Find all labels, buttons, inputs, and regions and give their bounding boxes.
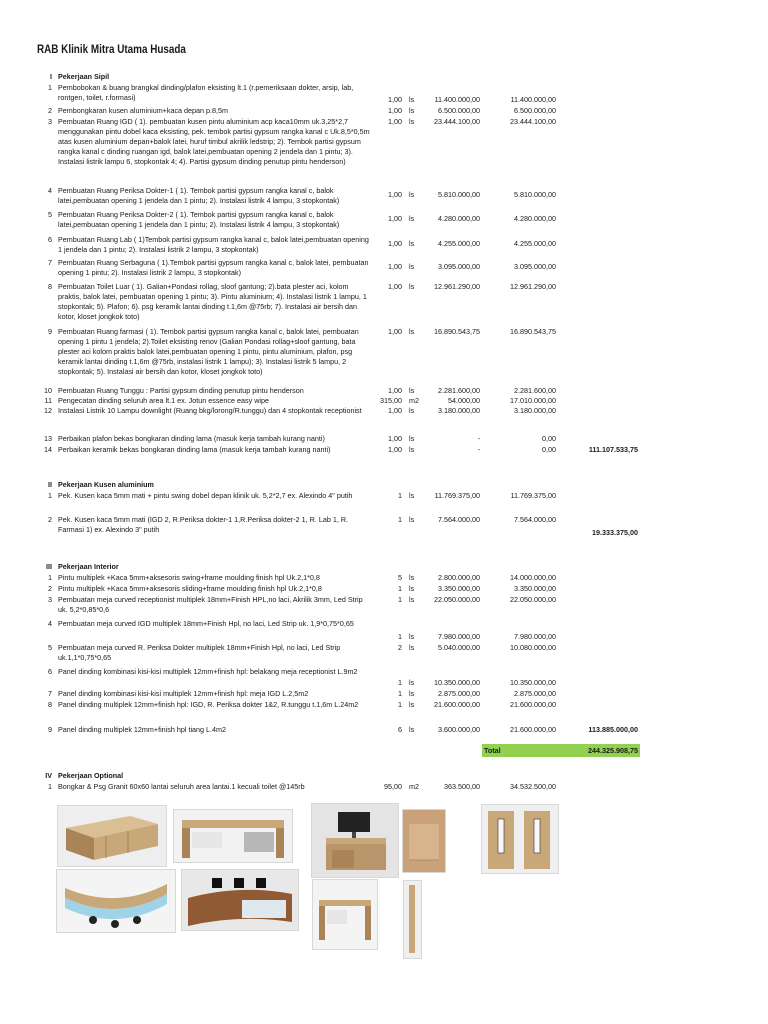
row-description: Pintu multiplek +Kaca 5mm+aksesoris sliding+frame moulding finish hpl Uk.2,1*0,8 — [58, 584, 322, 593]
row-number: 1 — [48, 782, 52, 791]
row-number: 10 — [44, 386, 52, 395]
row-unit: ls — [409, 725, 415, 734]
row-price: 2.875.000,00 — [438, 689, 480, 698]
row-price: 4.255.000,00 — [438, 239, 480, 248]
row-number: 13 — [44, 434, 52, 443]
row-qty: 1,00 — [388, 406, 402, 415]
row-total: 5.810.000,00 — [514, 190, 556, 199]
render-doors — [481, 804, 559, 874]
row-qty: 1,00 — [388, 445, 402, 454]
row-description: Pembuatan Ruang IGD ( 1). pembuatan kusen pintu aluminium acp kaca10mm uk.3,25*2,7 menggunakan pintu dobel kaca eksisting, pek. tembok partisi gypsum rangka kanal c Uk.8,5*0,5m atas kusen aluminium depan+balok latei, huruf timbul akrilik ledstrip; 2). Tembok partisi gypsum rangka kanal c dinding ruangan igd, balok latei,pembuatan opening 2 jendela dan 1 pintu; 3). Instalasi listrik lampu 6, stopkontak 4; 4). Partisi gypsum dinding penutup pintu henderson) — [58, 117, 370, 166]
row-total: 3.180.000,00 — [514, 406, 556, 415]
section-label: Pekerjaan Kusen aluminium — [58, 480, 154, 489]
section-label: Pekerjaan Optional — [58, 771, 124, 780]
row-description: Pek. Kusen kaca 5mm mati (IGD 2, R.Periksa dokter-1 1,R.Periksa dokter-2 1, R. Lab 1, R. Farmasi 1) ex. Alexindo 3" putih — [58, 515, 349, 534]
row-description: Pembuatan Ruang Periksa Dokter-1 ( 1). Tembok partisi gypsum rangka kanal c, balok latei,pembuatan opening 1 jendela dan 1 pintu; 2). Instalasi listrik 4 lampu, 3 stopkontak) — [58, 186, 340, 205]
render-small-desk — [312, 879, 378, 950]
row-unit: ls — [409, 406, 415, 415]
row-unit: ls — [409, 678, 415, 687]
row-unit: ls — [409, 584, 415, 593]
row-price: 12.961.290,00 — [434, 282, 480, 291]
row-unit: ls — [409, 689, 415, 698]
section-number: II — [48, 480, 52, 489]
row-description: Pembobokan & buang brangkal dinding/plafon eksisting lt.1 (r.pemeriksaan dokter, arsip, lab, rontgen, toilet, r.formasi) — [58, 83, 354, 102]
row-qty: 1,00 — [388, 106, 402, 115]
section-number: III — [46, 562, 52, 571]
row-unit: ls — [409, 386, 415, 395]
row-number: 14 — [44, 445, 52, 454]
row-total: 3.095.000,00 — [514, 262, 556, 271]
row-unit: ls — [409, 327, 415, 336]
row-qty: 2 — [398, 643, 402, 652]
row-qty: 1,00 — [388, 434, 402, 443]
row-total: 21.600.000,00 — [510, 725, 556, 734]
row-number: 7 — [48, 689, 52, 698]
row-total: 21.600.000,00 — [510, 700, 556, 709]
row-qty: 5 — [398, 573, 402, 582]
row-unit: ls — [409, 515, 415, 524]
row-description: Pembuatan Ruang farmasi ( 1). Tembok partisi gypsum rangka kanal c, balok latei, pembuatan opening 1 pintu 1 jendela; 2).Toilet eksisting renov (Galian Pondasi rollag+sloof gantung, bata plester aci kolom praktis balok latei,pembuatan opening 1 pintu, pintu aluminium, plafon, psg keramik lantai dinding t.1,6m @75rb, instalasi listrik 1 lampu); 3). Instalasi listrik 5 lampu, 2 stopkontak; 5). Instalasi air bersih dan kotor, kloset jongkok toto) — [58, 327, 359, 376]
row-number: 4 — [48, 619, 52, 628]
row-qty: 1 — [398, 491, 402, 500]
row-total: 6.500.000,00 — [514, 106, 556, 115]
row-qty: 1 — [398, 515, 402, 524]
row-total: 0,00 — [542, 445, 556, 454]
row-price: 363.500,00 — [444, 782, 480, 791]
row-qty: 1 — [398, 689, 402, 698]
row-price: 3.600.000,00 — [438, 725, 480, 734]
row-total: 7.980.000,00 — [514, 632, 556, 641]
row-qty: 95,00 — [384, 782, 402, 791]
render-wall-panel — [402, 809, 446, 873]
row-price: 4.280.000,00 — [438, 214, 480, 223]
row-total: 16.890.543,75 — [510, 327, 556, 336]
grand-total-value: 244.325.908,75 — [588, 746, 638, 755]
row-unit: m2 — [409, 782, 419, 791]
row-description: Bongkar & Psg Granit 60x60 lantai seluruh area lantai.1 kecuali toilet @145rb — [58, 782, 305, 791]
row-price: 2.281.600,00 — [438, 386, 480, 395]
row-unit: ls — [409, 573, 415, 582]
row-price: 6.500.000,00 — [438, 106, 480, 115]
row-description: Pintu multiplek +Kaca 5mm+aksesoris swing+frame moulding finish hpl Uk.2,1*0,8 — [58, 573, 320, 582]
row-total: 7.564.000,00 — [514, 515, 556, 524]
row-number: 7 — [48, 258, 52, 267]
row-number: 6 — [48, 235, 52, 244]
row-number: 8 — [48, 700, 52, 709]
row-number: 6 — [48, 667, 52, 676]
row-total: 2.281.600,00 — [514, 386, 556, 395]
row-unit: ls — [409, 262, 415, 271]
row-number: 4 — [48, 186, 52, 195]
row-unit: ls — [409, 595, 415, 604]
row-description: Pembuatan meja curved IGD multiplek 18mm+Finish Hpl, no laci, Led Strip uk. 1,9*0,75*0,65 — [58, 619, 354, 628]
section-number: IV — [45, 771, 52, 780]
row-unit: ls — [409, 117, 415, 126]
row-total: 11.769.375,00 — [510, 491, 556, 500]
render-desk-doctor — [173, 809, 293, 863]
row-number: 2 — [48, 584, 52, 593]
row-description: Perbaikan plafon bekas bongkaran dinding lama (masuk kerja tambah kurang nanti) — [58, 434, 325, 443]
row-unit: ls — [409, 190, 415, 199]
row-unit: ls — [409, 282, 415, 291]
row-number: 1 — [48, 573, 52, 582]
row-price: 10.350.000,00 — [434, 678, 480, 687]
row-price: 16.890.543,75 — [434, 327, 480, 336]
row-number: 5 — [48, 643, 52, 652]
row-unit: ls — [409, 643, 415, 652]
row-number: 5 — [48, 210, 52, 219]
row-price: 23.444.100,00 — [434, 117, 480, 126]
row-description: Pembuatan Ruang Lab ( 1)Tembok partisi gypsum rangka kanal c, balok latei,pembuatan opening 1 jendela dan 1 pintu; 2). Instalasi listrik 2 lampu, 3 stopkontak) — [58, 235, 369, 254]
section-number: I — [50, 72, 52, 81]
row-description: Pembuatan Ruang Periksa Dokter-2 ( 1). Tembok partisi gypsum rangka kanal c, balok latei,pembuatan opening 1 jendela dan 1 pintu; 2). Instalasi listrik 4 lampu, 3 stopkontak) — [58, 210, 340, 229]
row-qty: 1 — [398, 584, 402, 593]
row-price: 3.095.000,00 — [438, 262, 480, 271]
row-description: Pembuatan meja curved receptionist multiplek 18mm+Finish HPL,no laci, Akrilik 3mm, Led Strip uk. 5,2*0,85*0,6 — [58, 595, 363, 614]
row-total: 11.400.000,00 — [510, 95, 556, 104]
row-price: 7.980.000,00 — [438, 632, 480, 641]
grand-total-bar — [482, 744, 640, 757]
row-qty: 1,00 — [388, 239, 402, 248]
row-total: 2.875.000,00 — [514, 689, 556, 698]
row-price: 21.600.000,00 — [434, 700, 480, 709]
row-price: 7.564.000,00 — [438, 515, 480, 524]
row-qty: 1 — [398, 700, 402, 709]
row-qty: 1,00 — [388, 95, 402, 104]
render-reception-igd — [181, 869, 299, 931]
row-number: 9 — [48, 327, 52, 336]
row-description: Panel dinding kombinasi kisi-kisi multiplek 12mm+finish hpl: meja IGD L.2,5m2 — [58, 689, 309, 698]
render-pillar-panel — [403, 880, 422, 959]
row-total: 17.010.000,00 — [510, 396, 556, 405]
row-price: - — [477, 434, 480, 443]
row-description: Perbaikan keramik bekas bongkaran dinding lama (masuk kerja tambah kurang nanti) — [58, 445, 331, 454]
row-description: Panel dinding multiplek 12mm+finish hpl: IGD, R. Periksa dokter 1&2, R.tunggu t.1,6m L.24m2 — [58, 700, 359, 709]
row-total: 10.080.000,00 — [510, 643, 556, 652]
row-number: 8 — [48, 282, 52, 291]
row-price: 2.800.000,00 — [438, 573, 480, 582]
row-qty: 1,00 — [388, 327, 402, 336]
row-unit: ls — [409, 445, 415, 454]
row-qty: 1,00 — [388, 386, 402, 395]
render-desk-monitor — [311, 803, 399, 878]
row-number: 11 — [44, 396, 52, 405]
row-description: Pembuatan Toilet Luar ( 1). Galian+Pondasi rollag, sloof gantung; 2).bata plester aci, kolom praktis, balok latei, pembuatan opening 1 pintu; 3). Pintu aluminium; 4). Instalasi listrik 1 lampu, 1 stopkontak; 5). Plafon; 6). psg keramik lantai dinding t.1,6m @75rb; 7). Instalasi air bersih dan kotor, kloset jongkok toto) — [58, 282, 367, 321]
row-number: 12 — [44, 406, 52, 415]
row-total: 23.444.100,00 — [510, 117, 556, 126]
row-unit: ls — [409, 491, 415, 500]
row-unit: ls — [409, 239, 415, 248]
row-number: 3 — [48, 595, 52, 604]
section-subtotal: 19.333.375,00 — [592, 528, 638, 537]
row-number: 2 — [48, 106, 52, 115]
row-price: 3.350.000,00 — [438, 584, 480, 593]
document-title: RAB Klinik Mitra Utama Husada — [37, 44, 186, 56]
row-number: 1 — [48, 491, 52, 500]
row-price: 11.769.375,00 — [434, 491, 480, 500]
section-label: Pekerjaan Sipil — [58, 72, 110, 81]
row-unit: m2 — [409, 396, 419, 405]
section-subtotal: 113.885.000,00 — [588, 725, 638, 734]
row-price: 5.810.000,00 — [438, 190, 480, 199]
row-qty: 6 — [398, 725, 402, 734]
row-price: 54.000,00 — [448, 396, 480, 405]
row-total: 34.532.500,00 — [510, 782, 556, 791]
row-qty: 1 — [398, 632, 402, 641]
row-total: 12.961.290,00 — [510, 282, 556, 291]
row-qty: 1 — [398, 595, 402, 604]
row-description: Pembuatan Ruang Serbaguna ( 1).Tembok partisi gypsum rangka kanal c, balok latei, pembuatan opening 1 pintu; 2). Instalasi listrik 2 lampu, 3 stopkontak) — [58, 258, 369, 277]
row-description: Panel dinding kombinasi kisi-kisi multiplek 12mm+finish hpl: belakang meja receptionist L.9m2 — [58, 667, 358, 676]
row-qty: 1,00 — [388, 190, 402, 199]
row-price: - — [477, 445, 480, 454]
row-qty: 1,00 — [388, 214, 402, 223]
row-price: 3.180.000,00 — [438, 406, 480, 415]
row-number: 3 — [48, 117, 52, 126]
row-price: 11.400.000,00 — [434, 95, 480, 104]
row-total: 3.350.000,00 — [514, 584, 556, 593]
render-desk-igd — [57, 805, 167, 867]
row-total: 10.350.000,00 — [510, 678, 556, 687]
row-total: 4.255.000,00 — [514, 239, 556, 248]
row-unit: ls — [409, 700, 415, 709]
row-description: Pembuatan Ruang Tunggu : Partisi gypsum dinding penutup pintu henderson — [58, 386, 304, 395]
row-description: Instalasi Listrik 10 Lampu downlight (Ruang bkg/lorong/R.tunggu) dan 4 stopkontak receptionist — [58, 406, 362, 415]
row-number: 2 — [48, 515, 52, 524]
row-unit: ls — [409, 106, 415, 115]
row-unit: ls — [409, 632, 415, 641]
row-description: Panel dinding multiplek 12mm+finish hpl tiang L.4m2 — [58, 725, 227, 734]
section-subtotal: 111.107.533,75 — [588, 445, 638, 454]
row-description: Pengecatan dinding seluruh area lt.1 ex. Jotun essence easy wipe — [58, 396, 269, 405]
row-price: 22.050.000,00 — [434, 595, 480, 604]
row-description: Pembuatan meja curved R. Periksa Dokter multiplek 18mm+Finish Hpl, no laci, Led Strip uk.1,1*0,75*0,65 — [58, 643, 341, 662]
row-qty: 315,00 — [380, 396, 402, 405]
row-qty: 1 — [398, 678, 402, 687]
row-unit: ls — [409, 434, 415, 443]
row-total: 4.280.000,00 — [514, 214, 556, 223]
row-total: 22.050.000,00 — [510, 595, 556, 604]
row-total: 0,00 — [542, 434, 556, 443]
row-description: Pembongkaran kusen aluminium+kaca depan p.8,5m — [58, 106, 229, 115]
row-qty: 1,00 — [388, 262, 402, 271]
render-reception-curved — [56, 869, 176, 933]
grand-total-label: Total — [484, 746, 501, 755]
row-number: 1 — [48, 83, 52, 92]
row-description: Pek. Kusen kaca 5mm mati + pintu swing dobel depan klinik uk. 5,2*2,7 ex. Alexindo 4" putih — [58, 491, 353, 500]
section-label: Pekerjaan Interior — [58, 562, 119, 571]
row-price: 5.040.000,00 — [438, 643, 480, 652]
row-qty: 1,00 — [388, 282, 402, 291]
row-total: 14.000.000,00 — [510, 573, 556, 582]
row-qty: 1,00 — [388, 117, 402, 126]
row-unit: ls — [409, 214, 415, 223]
row-unit: ls — [409, 95, 415, 104]
row-number: 9 — [48, 725, 52, 734]
